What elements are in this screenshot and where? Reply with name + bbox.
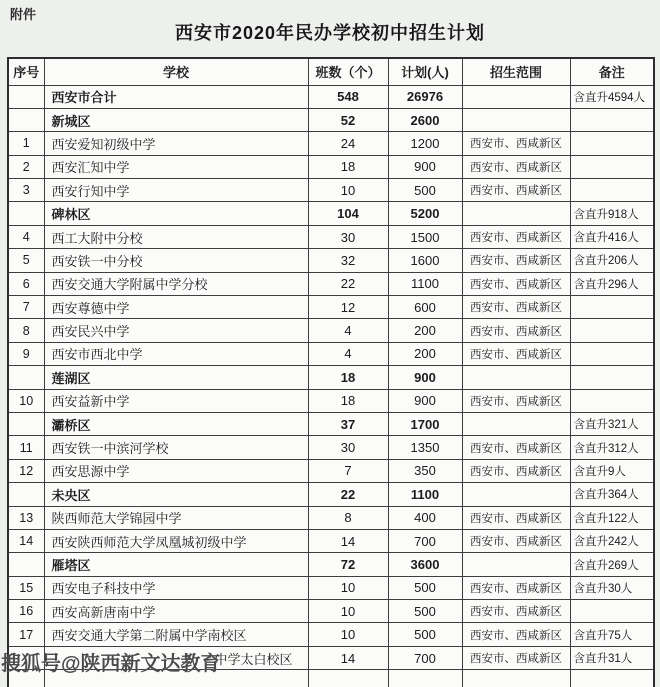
school-cell: 未央区 [44, 483, 308, 506]
table-row [8, 623, 654, 646]
table-row [8, 600, 654, 623]
school-cell: 碑林区 [44, 202, 308, 225]
note-cell: 含直升364人 [570, 483, 654, 506]
school-cell: 西安思源中学 [44, 459, 308, 482]
school-cell: 灞桥区 [44, 412, 308, 435]
scope-cell: 西安市、西咸新区 [462, 576, 570, 599]
school-cell: 中学太白校区 [44, 646, 308, 669]
note-cell [570, 319, 654, 342]
table-row [8, 436, 654, 459]
classes-cell: 72 [308, 553, 388, 576]
school-cell: 西安市西北中学 [44, 342, 308, 365]
classes-cell: 10 [308, 623, 388, 646]
seq-cell: 12 [8, 459, 44, 482]
plan-cell: 500 [388, 623, 462, 646]
plan-cell: 5200 [388, 202, 462, 225]
classes-cell: 24 [308, 132, 388, 155]
note-cell: 含直升31人 [570, 646, 654, 669]
seq-cell [8, 483, 44, 506]
column-header: 序号 [8, 58, 44, 85]
seq-cell: 17 [8, 623, 44, 646]
scope-cell: 西安市、西咸新区 [462, 249, 570, 272]
plan-cell: 3600 [388, 553, 462, 576]
seq-cell: 4 [8, 225, 44, 248]
school-cell: 西安尊德中学 [44, 296, 308, 319]
column-header: 计划(人) [388, 58, 462, 85]
note-cell: 含直升9人 [570, 459, 654, 482]
note-cell [570, 179, 654, 202]
scope-cell: 西安市、西咸新区 [462, 459, 570, 482]
classes-cell: 7 [308, 459, 388, 482]
column-header: 招生范围 [462, 58, 570, 85]
note-cell [570, 296, 654, 319]
note-cell [570, 132, 654, 155]
scope-cell [462, 553, 570, 576]
table-row [8, 179, 654, 202]
classes-cell: 10 [308, 600, 388, 623]
plan-cell: 200 [388, 342, 462, 365]
column-header: 班数（个） [308, 58, 388, 85]
classes-cell: 18 [308, 366, 388, 389]
plan-cell: 500 [388, 179, 462, 202]
scope-cell: 西安市、西咸新区 [462, 319, 570, 342]
table-row [8, 506, 654, 529]
school-cell: 西安爱知初级中学 [44, 132, 308, 155]
classes-cell [308, 670, 388, 687]
seq-cell: 8 [8, 319, 44, 342]
scope-cell: 西安市、西咸新区 [462, 179, 570, 202]
table-row [8, 249, 654, 272]
district-row [8, 108, 654, 131]
enrollment-plan-table [7, 57, 655, 687]
plan-cell: 400 [388, 506, 462, 529]
table-header-row [8, 58, 654, 85]
table-row [8, 319, 654, 342]
note-cell: 含直升296人 [570, 272, 654, 295]
scope-cell [462, 202, 570, 225]
school-cell: 西安交通大学附属中学分校 [44, 272, 308, 295]
plan-cell: 1100 [388, 272, 462, 295]
note-cell: 含直升75人 [570, 623, 654, 646]
scope-cell [462, 108, 570, 131]
seq-cell: 10 [8, 389, 44, 412]
school-cell: 西安汇知中学 [44, 155, 308, 178]
note-cell: 含直升918人 [570, 202, 654, 225]
plan-cell: 2600 [388, 108, 462, 131]
note-cell: 含直升269人 [570, 553, 654, 576]
column-header: 备注 [570, 58, 654, 85]
school-cell: 雁塔区 [44, 553, 308, 576]
seq-cell [8, 366, 44, 389]
scope-cell [462, 670, 570, 687]
school-cell: 西安高新唐南中学 [44, 600, 308, 623]
classes-cell: 18 [308, 389, 388, 412]
scope-cell: 西安市、西咸新区 [462, 272, 570, 295]
note-cell: 含直升416人 [570, 225, 654, 248]
note-cell [570, 600, 654, 623]
scope-cell: 西安市、西咸新区 [462, 225, 570, 248]
plan-cell: 900 [388, 366, 462, 389]
table-row [8, 296, 654, 319]
school-cell: 西安行知中学 [44, 179, 308, 202]
table-row [8, 342, 654, 365]
table-row [8, 389, 654, 412]
classes-cell: 10 [308, 179, 388, 202]
scope-cell: 西安市、西咸新区 [462, 132, 570, 155]
classes-cell: 30 [308, 436, 388, 459]
classes-cell: 14 [308, 529, 388, 552]
note-cell [570, 366, 654, 389]
seq-cell [8, 553, 44, 576]
note-cell: 含直升122人 [570, 506, 654, 529]
classes-cell: 18 [308, 155, 388, 178]
district-row [8, 366, 654, 389]
plan-cell: 1350 [388, 436, 462, 459]
school-cell: 莲湖区 [44, 366, 308, 389]
scope-cell: 西安市、西咸新区 [462, 296, 570, 319]
plan-cell: 700 [388, 646, 462, 669]
classes-cell: 4 [308, 342, 388, 365]
table-row [8, 155, 654, 178]
scope-cell: 西安市、西咸新区 [462, 342, 570, 365]
district-row [8, 412, 654, 435]
scope-cell [462, 483, 570, 506]
school-cell: 西安铁一中滨河学校 [44, 436, 308, 459]
plan-cell: 600 [388, 296, 462, 319]
school-cell: 西安民兴中学 [44, 319, 308, 342]
scope-cell: 西安市、西咸新区 [462, 623, 570, 646]
scope-cell: 西安市、西咸新区 [462, 155, 570, 178]
note-cell: 含直升206人 [570, 249, 654, 272]
plan-cell: 200 [388, 319, 462, 342]
classes-cell: 22 [308, 483, 388, 506]
seq-cell: 2 [8, 155, 44, 178]
scope-cell: 西安市、西咸新区 [462, 389, 570, 412]
classes-cell: 30 [308, 225, 388, 248]
plan-cell: 350 [388, 459, 462, 482]
classes-cell: 32 [308, 249, 388, 272]
seq-cell: 14 [8, 529, 44, 552]
seq-cell [8, 85, 44, 108]
plan-cell [388, 670, 462, 687]
school-cell: 新城区 [44, 108, 308, 131]
note-cell [570, 389, 654, 412]
scope-cell [462, 412, 570, 435]
scope-cell: 西安市、西咸新区 [462, 529, 570, 552]
table-body [8, 85, 654, 687]
table-row [8, 459, 654, 482]
note-cell: 含直升321人 [570, 412, 654, 435]
scope-cell: 西安市、西咸新区 [462, 436, 570, 459]
classes-cell: 22 [308, 272, 388, 295]
scope-cell: 西安市、西咸新区 [462, 506, 570, 529]
school-cell: 陕西师范大学锦园中学 [44, 506, 308, 529]
district-row [8, 553, 654, 576]
school-cell: 西安电子科技中学 [44, 576, 308, 599]
district-row [8, 202, 654, 225]
total-row [8, 85, 654, 108]
school-cell: 西工大附中分校 [44, 225, 308, 248]
seq-cell: 1 [8, 132, 44, 155]
school-cell: 西安铁一中分校 [44, 249, 308, 272]
note-cell: 含直升312人 [570, 436, 654, 459]
classes-cell: 52 [308, 108, 388, 131]
table-row [8, 272, 654, 295]
school-cell: 西安交通大学第二附属中学南校区 [44, 623, 308, 646]
note-cell [570, 108, 654, 131]
district-row [8, 483, 654, 506]
table-row [8, 529, 654, 552]
school-cell: 西安市合计 [44, 85, 308, 108]
plan-cell: 26976 [388, 85, 462, 108]
plan-cell: 1600 [388, 249, 462, 272]
seq-cell [8, 202, 44, 225]
seq-cell [8, 108, 44, 131]
seq-cell: 13 [8, 506, 44, 529]
plan-cell: 700 [388, 529, 462, 552]
watermark-text: 搜狐号@陕西新文达教育 [1, 653, 221, 675]
classes-cell: 12 [308, 296, 388, 319]
plan-cell: 500 [388, 600, 462, 623]
seq-cell [8, 412, 44, 435]
plan-cell: 900 [388, 389, 462, 412]
seq-cell: 7 [8, 296, 44, 319]
note-cell [570, 155, 654, 178]
seq-cell: 9 [8, 342, 44, 365]
table-row [8, 225, 654, 248]
plan-cell: 1200 [388, 132, 462, 155]
note-cell: 含直升242人 [570, 529, 654, 552]
seq-cell: 16 [8, 600, 44, 623]
classes-cell: 37 [308, 412, 388, 435]
classes-cell: 10 [308, 576, 388, 599]
column-header: 学校 [44, 58, 308, 85]
seq-cell: 3 [8, 179, 44, 202]
plan-cell: 900 [388, 155, 462, 178]
scope-cell [462, 366, 570, 389]
seq-cell: 5 [8, 249, 44, 272]
attachment-label: 附件 [10, 7, 37, 22]
school-cell: 西安益新中学 [44, 389, 308, 412]
seq-cell: 6 [8, 272, 44, 295]
plan-cell: 1500 [388, 225, 462, 248]
note-cell: 含直升30人 [570, 576, 654, 599]
plan-cell: 1100 [388, 483, 462, 506]
classes-cell: 4 [308, 319, 388, 342]
table-row [8, 576, 654, 599]
seq-cell: 11 [8, 436, 44, 459]
note-cell: 含直升4594人 [570, 85, 654, 108]
plan-cell: 1700 [388, 412, 462, 435]
page-title: 西安市2020年民办学校初中招生计划 [174, 23, 486, 43]
scope-cell: 西安市、西咸新区 [462, 646, 570, 669]
scope-cell [462, 85, 570, 108]
classes-cell: 14 [308, 646, 388, 669]
classes-cell: 104 [308, 202, 388, 225]
plan-cell: 500 [388, 576, 462, 599]
school-cell: 西安陕西师范大学凤凰城初级中学 [44, 529, 308, 552]
classes-cell: 548 [308, 85, 388, 108]
note-cell [570, 670, 654, 687]
scope-cell: 西安市、西咸新区 [462, 600, 570, 623]
note-cell [570, 342, 654, 365]
table-row [8, 132, 654, 155]
classes-cell: 8 [308, 506, 388, 529]
seq-cell: 15 [8, 576, 44, 599]
